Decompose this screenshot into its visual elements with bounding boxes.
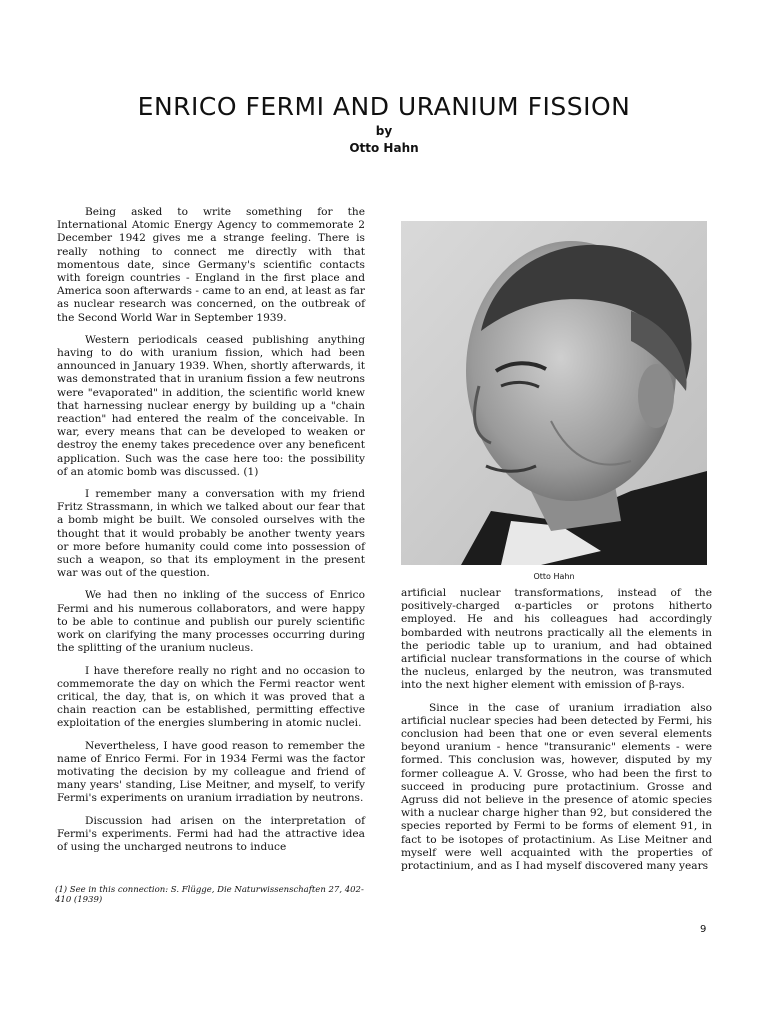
paragraph: I remember many a conversation with my friend Fritz Strassmann, in which we talked about our fear that a bomb might be built. We consoled ourselves with the thought that it would probably be another twenty years or more before humanity could come into possession of such a weapon, so that its employment in the present war was out of the question. <box>57 488 365 580</box>
left-column <box>57 206 365 863</box>
paragraph: artificial nuclear transformations, instead of the positively-charged α-particles or protons hitherto employed. He and his colleagues had accordingly bombarded with neutrons practically all the elements in the periodic table up to uranium, and had obtained artificial nuclear transformations in the course of which the nucleus, enlarged by the neutron, was transmuted into the next higher element with emission of β-rays. <box>401 587 712 692</box>
paragraph: Since in the case of uranium irradiation also artificial nuclear species had been detected by Fermi, his conclusion had been that one or even several elements beyond uranium - hence "transuranic" elements - were formed. This conclusion was, however, disputed by my former colleague A. V. Grosse, who had been the first to succeed in producing pure protactinium. Grosse and Agruss did not believe in the presence of atomic species with a nuclear charge higher than 92, but considered the species reported by Fermi to be forms of element 91, in fact to be isotopes of protactinium. As Lise Meitner and myself were well acquainted with the properties of protactinium, and as I had myself discovered many years <box>401 701 712 873</box>
right-column <box>401 587 712 882</box>
paragraph: We had then no inkling of the success of Enrico Fermi and his numerous collaborators, and were happy to be able to continue and publish our purely scientific work on clarifying the many processes occurring during the splitting of the uranium nucleus. <box>57 589 365 655</box>
paragraph: Nevertheless, I have good reason to remember the name of Enrico Fermi. For in 1934 Fermi was the factor motivating the decision by my colleague and friend of many years' standing, Lise Meitner, and myself, to verify Fermi's experiments on uranium irradiation by neutrons. <box>57 739 365 805</box>
portrait-image <box>401 221 707 565</box>
paragraph: Discussion had arisen on the interpretation of Fermi's experiments. Fermi had had the attractive idea of using the uncharged neutrons to induce <box>57 814 365 853</box>
photo-caption: Otto Hahn <box>533 572 575 581</box>
author-name: Otto Hahn <box>349 141 419 155</box>
paragraph: Being asked to write something for the International Atomic Energy Agency to commemorate 2 December 1942 gives me a strange feeling. There is really nothing to connect me directly with that momentous date, since Germany's scientific contacts with foreign countries - England in the first place and America soon afterwards - came to an end, at least as far as nuclear research was concerned, on the outbreak of the Second World War in September 1939. <box>57 206 365 324</box>
paragraph: Western periodicals ceased publishing anything having to do with uranium fission, which had been announced in January 1939. When, shortly afterwards, it was demonstrated that in uranium fission a few neutrons were "evaporated" in addition, the scientific world knew that harnessing nuclear energy by building up a "chain reaction" had entered the realm of the conceivable. In war, every means that can be developed to weaken or destroy the enemy takes precedence over any beneficent application. Such was the case here too: the possibility of an atomic bomb was discussed. (1) <box>57 333 365 478</box>
footnote: (1) See in this connection: S. Flügge, Die Naturwissenschaften 27, 402-410 (1939) <box>55 885 364 905</box>
paragraph: I have therefore really no right and no occasion to commemorate the day on which the Fermi reactor went critical, the day, that is, on which it was proved that a chain reaction can be established, permitting effective exploitation of the energies slumbering in atomic nuclei. <box>57 664 365 730</box>
article-title: ENRICO FERMI AND URANIUM FISSION <box>137 92 631 121</box>
portrait-photo <box>401 221 707 565</box>
page-number: 9 <box>700 924 707 935</box>
byline-by: by <box>375 124 393 138</box>
